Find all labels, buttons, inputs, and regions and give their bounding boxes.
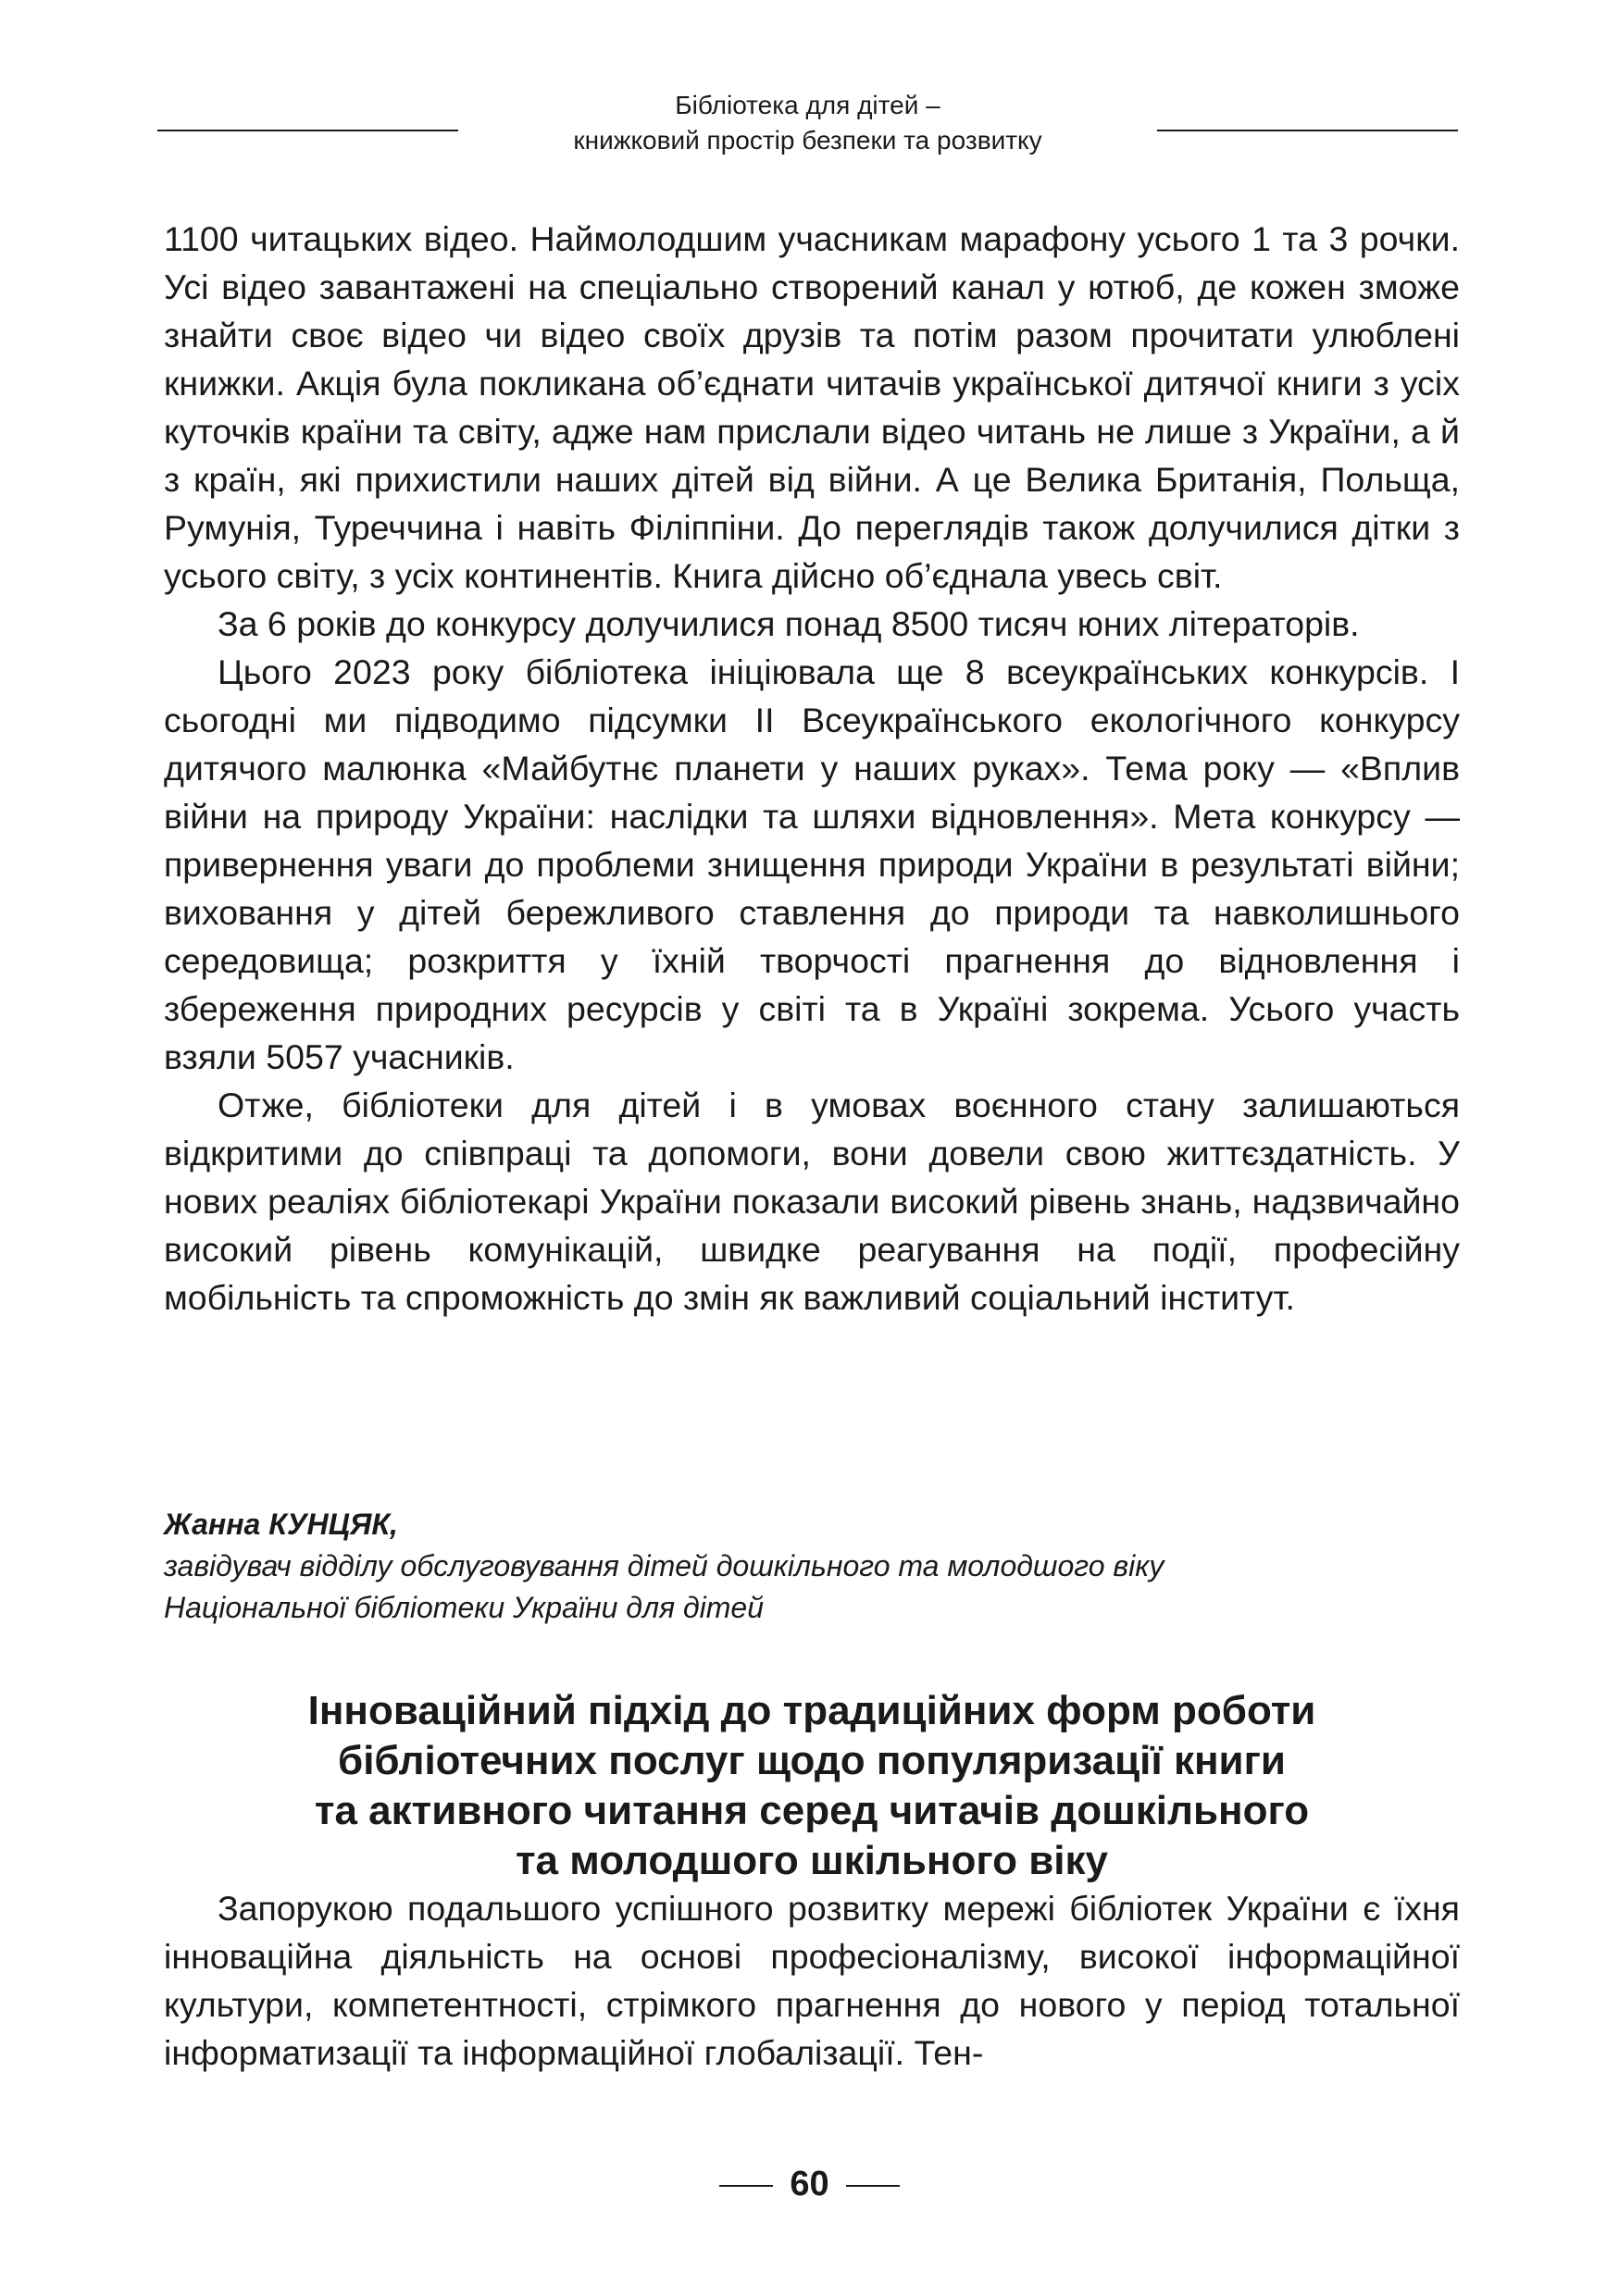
author-block	[164, 1504, 1460, 1629]
article-body	[164, 1884, 1460, 2077]
author-name: Жанна КУНЦЯК,	[164, 1508, 398, 1541]
header-title-line2: книжковий простір безпеки та розвитку	[573, 126, 1042, 155]
header-title-line1: Бібліотека для дітей –	[675, 91, 940, 119]
running-header	[157, 88, 1458, 171]
article-title-line1: Інноваційний підхід до традиційних форм роботи	[307, 1688, 1316, 1733]
paragraph-1: 1100 читацьких відео. Наймолодшим учасникам марафону усього 1 та 3 рочки. Усі відео завантажені на спеціально створений канал у ютюб, де кожен зможе знайти своє відео чи відео своїх друзів та потім разом прочитати улюблені книжки. Акція була покликана об’єднати читачів української дитячої книги з усіх куточків країни та світу, адже нам прислали відео читань не лише з України, а й з країн, які прихистили наших дітей від війни. А це Велика Британія, Польща, Румунія, Туреччина і навіть Філіппіни. До переглядів також долучилися дітки з усього світу, з усіх континентів. Книга дійсно об’єднала увесь світ.	[164, 219, 1460, 595]
header-title	[458, 88, 1157, 158]
author-position-line1: завідувач відділу обслуговування дітей дошкільного та молодшого віку	[164, 1549, 1164, 1582]
page-number-dash-right	[846, 2185, 900, 2187]
article-title-line4: та молодшого шкільного віку	[516, 1838, 1108, 1883]
paragraph-4: Отже, бібліотеки для дітей і в умовах воєнного стану залишаються відкритими до співпраці та допомоги, вони довели свою життєздатність. У нових реаліях бібліотекарі України показали високий рівень знань, надзвичайно високий рівень комунікацій, швидке реагування на події, професійну мобільність та спроможність до змін як важливий соціальний інститут.	[164, 1086, 1460, 1317]
main-text	[164, 215, 1460, 1322]
page-footer	[0, 2161, 1619, 2207]
article-title-line3: та активного читання серед читачів дошкільного	[314, 1788, 1310, 1833]
header-rule-left	[157, 130, 458, 131]
paragraph-3: Цього 2023 року бібліотека ініціювала ще 8 всеукраїнських конкурсів. І сьогодні ми підводимо підсумки ІІ Всеукраїнського екологічного конкурсу дитячого малюнка «Майбутнє планети у наших руках». Тема року — «Вплив війни на природу України: наслідки та шляхи відновлення». Мета конкурсу — привернення уваги до проблеми знищення природи України в результаті війни; виховання у дітей бережливого ставлення до природи та навколишнього середовища; розкриття у їхній творчості прагнення до відновлення і збереження природних ресурсів у світі та в Україні зокрема. Усього участь взяли 5057 учасників.	[164, 652, 1460, 1076]
page-number-dash-left	[719, 2185, 773, 2187]
article-paragraph-1: Запорукою подальшого успішного розвитку мережі бібліотек України є їхня інноваційна діяльність на основі професіоналізму, високої інформаційної культури, компетентності, стрімкого прагнення до нового у період тотальної інформатизації та інформаційної глобалізації. Тен-	[164, 1889, 1460, 2072]
article-title-line2: бібліотечних послуг щодо популяризації книги	[338, 1738, 1286, 1783]
paragraph-2: За 6 років до конкурсу долучилися понад 8500 тисяч юних літераторів.	[218, 604, 1360, 643]
header-rule-right	[1157, 130, 1458, 131]
article-title	[164, 1686, 1460, 1886]
page-number: 60	[790, 2165, 829, 2203]
author-position-line2: Національної бібліотеки України для дітей	[164, 1591, 765, 1624]
